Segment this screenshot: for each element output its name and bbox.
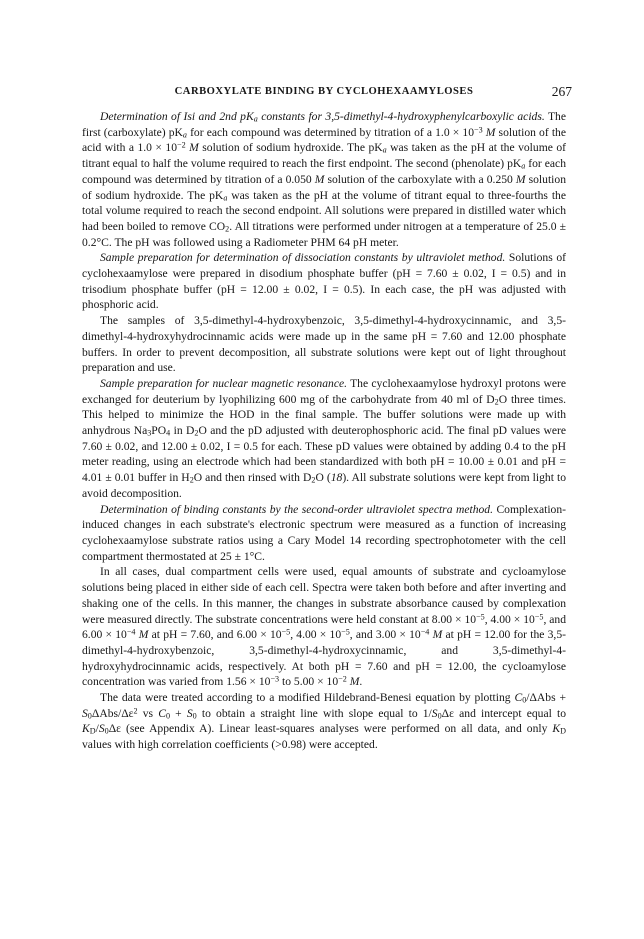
text-run: to obtain a straight line with slope equal to 1/ [196,706,432,720]
text-run: M [432,628,443,642]
text-run: D [560,727,566,737]
text-run: −3 [270,674,280,684]
text-run: values with high correlation coefficients (>0.98) were accepted. [82,738,378,752]
text-run: S [431,706,438,720]
text-run: The data were treated according to a modified Hildebrand-Benesi equation by plotting [100,691,515,705]
text-run: −2 [338,674,347,684]
text-run: a [223,193,228,203]
paragraph-nmr-sample-preparation [82,376,566,502]
text-run: D [89,727,96,737]
text-run: . [359,675,363,689]
text-run: O and the pD adjusted with deuterophosphoric acid. The final pD values were 7.60 ± 0.02, and 12.00 ± 0.02, I = 0.5 for each. These pD values were obtained by adding 0.4 to the pH meter reading, using an electrode which had been standardized with both pH = 10.00 ± 0.01 and pH = 4.01 ± 0.01 buffer in H [82,424,566,485]
text-run: / [95,722,99,736]
paragraph-uv-sample-preparation [82,250,566,313]
text-run: 0 [165,711,171,721]
text-run: 2 [225,224,230,234]
text-run: to 5.00 × 10 [279,675,339,689]
text-run: S [82,706,88,720]
text-run: O and then rinsed with D [193,471,312,485]
text-run: PO [151,424,167,438]
text-run: vs [137,706,159,720]
text-run: solution of the carboxylate with a 0.250 [324,172,516,186]
text-run: Sample preparation for determination of dissociation constants by ultraviolet method. [100,251,506,265]
text-run: ΔAbs/Δε [91,706,134,720]
paragraph-substrate-samples [82,313,566,376]
text-run: 0 [104,727,109,737]
text-run: + [170,706,187,720]
text-run: a [253,114,258,124]
text-run: The first (carboxylate) pK [82,110,566,139]
text-run: , 4.00 × 10 [290,628,342,642]
text-run: Determination of binding constants by the second-order ultraviolet spectra method. [100,502,493,516]
paragraph-data-treatment [82,690,566,753]
text-run: The cyclohexaamylose hydroxyl protons were exchanged for deuterium by lyophilizing 600 mg of the carbohydrate from 40 ml of D [82,376,566,406]
paragraph-binding-constants-method [82,502,566,565]
text-run: S [186,706,193,720]
text-run: , and 6.00 × 10 [82,612,566,642]
text-run: constants for 3,5-dimethyl-4-hydroxyphenylcarboxylic acids. [257,110,545,123]
journal-page [82,84,572,753]
text-run: 3 [147,428,152,438]
text-run: 4 [166,428,171,438]
text-run: −5 [281,627,291,637]
text-run: 0 [522,695,527,705]
text-run: ). All substrate solutions were kept from light to avoid decomposition. [82,471,566,500]
text-run: for each compound was determined by titration of a 0.050 [82,157,566,186]
text-run: O ( [315,471,331,485]
text-run: M [314,172,325,186]
text-run: 2 [494,397,499,407]
text-run: /ΔAbs + [526,691,566,705]
text-run: . All titrations were performed under nitrogen at a temperature of 25.0 ± 0.2°C. The pH was followed using a Radiometer PHM 64 pH meter. [82,219,566,249]
body-text [82,109,566,753]
text-run: −4 [126,627,136,637]
running-head: CARBOXYLATE BINDING BY CYCLOHEXAAMYLOSES [174,86,474,97]
text-run: Sample preparation for nuclear magnetic resonance. [100,376,348,390]
text-run: 18 [330,471,343,485]
text-run: 0 [192,711,197,721]
text-run: a [521,161,526,171]
text-run: 0 [437,711,442,721]
text-run: solution of the acid with a 1.0 × 10 [82,125,566,155]
text-run: C [514,691,523,705]
text-run: 2 [189,475,194,485]
text-run: , and 3.00 × 10 [349,628,421,642]
text-run: −4 [420,627,430,637]
text-run: 2 [133,706,138,716]
text-run: −5 [341,627,350,637]
text-run: for each compound was determined by titration of a 1.0 × 10 [186,125,474,139]
page-number: 267 [551,84,572,99]
text-run: was taken as the pH at the volume of titrant equal to half the volume required to reach the first endpoint. The second (phenolate) pK [82,141,566,171]
text-run: Solutions of cyclohexaamylose were prepared in disodium phosphate buffer (pH = 7.60 ± 0.02, I = 0.5) and in trisodium phosphate buffer (pH = 12.00 ± 0.02, I = 0.5). In each case, the pH was adjusted with phosphoric acid. [82,251,567,312]
text-run: a [182,130,187,140]
paragraph-pka-determination [82,109,566,250]
text-run: in D [170,424,195,438]
text-run: 2 [311,475,316,485]
text-run: Δε and intercept equal to [441,706,567,720]
text-run: a [382,146,387,156]
text-run: O three times. This helped to minimize the HOD in the final sample. The buffer solutions were made up with anhydrous Na [82,392,567,438]
text-run: K [82,722,90,736]
text-run: Δε (see Appendix A). Linear least-squares analyses were performed on all data, and only [108,722,553,736]
text-run: K [552,722,561,736]
text-run: at pH = 7.60, and 6.00 × 10 [148,628,282,642]
text-run: C [158,706,166,720]
text-run: −5 [476,611,485,621]
paragraph-dual-compartment-cells [82,564,566,690]
text-run: The samples of 3,5-dimethyl-4-hydroxybenzoic, 3,5-dimethyl-4-hydroxycinnamic, and 3,5-dimethyl-4-hydroxyhydrocinnamic acids were made up in the same pH = 7.60 and 12.00 phosphate buffers. In order to prevent decomposition, all substrate solutions were kept out of light throughout preparation and use. [82,314,566,375]
text-run: M [515,172,526,186]
text-run: Determination of Isi and 2nd pK [100,110,254,123]
page-header [82,84,572,102]
text-run: at pH = 12.00 for the 3,5-dimethyl-4-hydroxybenzoic, 3,5-dimethyl-4-hydroxycinnamic, and 3,5-dimethyl-4-hydroxyhydrocinnamic acids, respectively. At both pH = 7.60 and pH = 12.00, the cycloamylose concentration was varied from 1.56 × 10 [82,628,566,689]
text-run: 0 [87,711,92,721]
text-run: solution of sodium hydroxide. The pK [198,141,383,155]
text-run: , 4.00 × 10 [484,612,535,626]
text-run: M [349,675,360,689]
text-run: S [98,722,105,736]
text-run: −2 [177,140,186,150]
text-run: 2 [194,428,199,438]
text-run: Complexation-induced changes in each substrate's electronic spectrum were measured as a function of increasing cyclohexaamylose substrate ratios using a Cary Model 14 recording spectrophotometer with the cell compartment thermostated at 25 ± 1°C. [82,502,566,563]
text-run: M [485,125,496,139]
text-run: was taken as the pH at the volume of titrant equal to three-fourths the total volume required to reach the second endpoint. All solutions were prepared in distilled water which had been boiled to remove CO [82,188,566,233]
text-run: M [189,141,199,155]
text-run: −3 [474,125,483,135]
text-run: M [138,628,149,642]
text-run: solution of sodium hydroxide. The pK [82,172,566,202]
text-run: −5 [534,611,544,621]
text-run: In all cases, dual compartment cells were used, equal amounts of substrate and cycloamylose solutions being placed in either side of each cell. Spectra were taken both before and after inverting and shaking one of the cells. In this manner, the changes in substrate absorbance caused by complexation were measured directly. The substrate concentrations were held constant at 8.00 × 10 [82,565,566,626]
